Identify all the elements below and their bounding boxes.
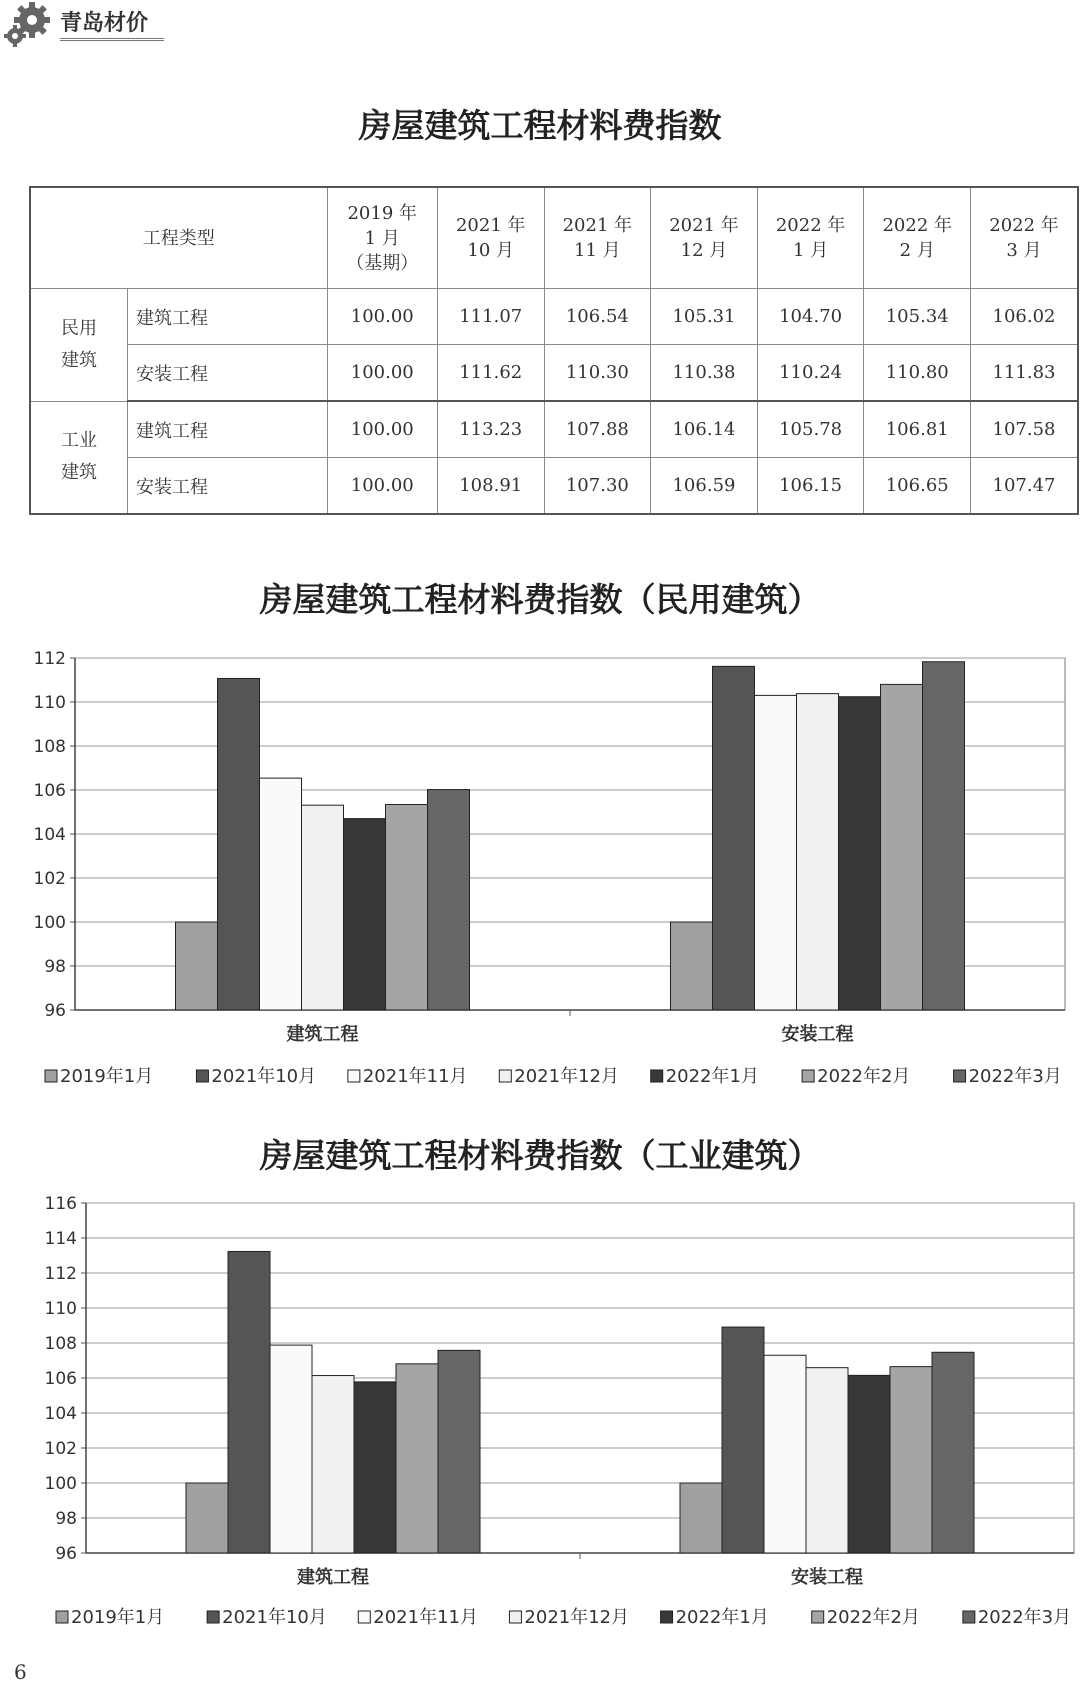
legend-swatch: [661, 1611, 673, 1623]
y-tick-label: 96: [44, 1001, 66, 1021]
table-cell: 110.38: [651, 345, 758, 402]
legend-label: 2021年10月: [211, 1066, 317, 1087]
table-cell: 110.80: [864, 345, 971, 402]
legend-swatch: [963, 1611, 975, 1623]
type-header: 工程类型: [30, 187, 327, 289]
group-label: 民用 建筑: [30, 289, 128, 402]
table-cell: 108.91: [437, 458, 544, 515]
table-cell: 100.00: [327, 289, 437, 345]
header-rule: [60, 38, 164, 41]
legend-swatch: [812, 1611, 824, 1623]
page-number: 6: [14, 1660, 27, 1684]
bar: [312, 1376, 354, 1553]
period-header: 2022 年 3 月: [971, 187, 1078, 289]
table-cell: 106.65: [864, 458, 971, 515]
table-cell: 111.62: [437, 345, 544, 402]
table-cell: 107.47: [971, 458, 1078, 515]
legend-label: 2021年11月: [373, 1607, 479, 1628]
chart-title-industrial: 房屋建筑工程材料费指数（工业建筑）: [259, 1136, 821, 1175]
gear-icon: [2, 2, 54, 48]
bar: [176, 922, 218, 1010]
y-tick-label: 104: [33, 825, 66, 845]
y-tick-label: 110: [44, 1299, 77, 1319]
y-tick-label: 106: [44, 1369, 77, 1389]
y-tick-label: 104: [44, 1404, 77, 1424]
y-tick-label: 112: [33, 649, 66, 669]
table-cell: 105.31: [651, 289, 758, 345]
table-cell: 106.54: [544, 289, 651, 345]
table-cell: 106.59: [651, 458, 758, 515]
bar: [396, 1364, 438, 1553]
legend-label: 2021年10月: [222, 1607, 327, 1628]
bar: [386, 805, 428, 1010]
legend-label: 2022年2月: [826, 1607, 920, 1628]
x-category-label: 安装工程: [791, 1567, 863, 1588]
table-row: [30, 401, 1078, 458]
table-cell: 107.88: [544, 401, 651, 458]
bar: [228, 1251, 270, 1553]
bar: [218, 678, 260, 1010]
legend-swatch: [196, 1070, 208, 1082]
table-cell: 100.00: [327, 401, 437, 458]
legend-swatch: [802, 1070, 814, 1082]
bar: [848, 1375, 890, 1553]
y-tick-label: 98: [55, 1509, 77, 1529]
page-header: [0, 0, 180, 50]
legend-swatch: [348, 1070, 360, 1082]
legend-label: 2021年12月: [524, 1607, 630, 1628]
bar: [932, 1352, 974, 1553]
table-cell: 100.00: [327, 458, 437, 515]
table-cell: 110.24: [757, 345, 864, 402]
y-tick-label: 96: [55, 1544, 77, 1564]
chart-title-civil: 房屋建筑工程材料费指数（民用建筑）: [259, 580, 821, 619]
table-row: [30, 345, 1078, 402]
bar: [428, 790, 470, 1010]
x-category-label: 安装工程: [781, 1024, 854, 1045]
table-cell: 105.78: [757, 401, 864, 458]
period-header: 2022 年 2 月: [864, 187, 971, 289]
legend-label: 2019年1月: [71, 1607, 165, 1628]
y-tick-label: 102: [44, 1439, 77, 1459]
legend-label: 2019年1月: [60, 1066, 154, 1087]
table-row: [30, 289, 1078, 345]
row-type: 建筑工程: [128, 401, 328, 458]
table-header-row: [30, 187, 1078, 289]
bar: [680, 1483, 722, 1553]
legend-swatch: [45, 1070, 57, 1082]
table-cell: 106.14: [651, 401, 758, 458]
y-tick-label: 116: [44, 1194, 77, 1214]
bar: [755, 695, 797, 1010]
y-tick-label: 112: [44, 1264, 77, 1284]
brand-title: 青岛材价: [60, 11, 149, 36]
y-tick-label: 110: [33, 693, 66, 713]
legend-label: 2022年1月: [675, 1607, 769, 1628]
table-cell: 113.23: [437, 401, 544, 458]
legend-label: 2022年2月: [817, 1066, 911, 1087]
bar: [713, 666, 755, 1010]
y-tick-label: 98: [44, 957, 66, 977]
y-tick-label: 102: [33, 869, 66, 889]
table-cell: 106.15: [757, 458, 864, 515]
bar: [186, 1483, 228, 1553]
period-header: 2021 年 12 月: [651, 187, 758, 289]
bar: [881, 684, 923, 1010]
bar: [270, 1345, 312, 1553]
table-cell: 111.83: [971, 345, 1078, 402]
table-cell: 110.30: [544, 345, 651, 402]
period-header: 2021 年 10 月: [437, 187, 544, 289]
legend-label: 2021年12月: [514, 1066, 620, 1087]
legend-swatch: [954, 1070, 966, 1082]
legend-label: 2022年3月: [977, 1607, 1072, 1628]
industrial-bar-chart: [0, 1183, 1080, 1643]
table-cell: 111.07: [437, 289, 544, 345]
y-tick-label: 106: [33, 781, 66, 801]
x-category-label: 建筑工程: [297, 1567, 369, 1588]
bar: [438, 1350, 480, 1553]
legend-label: 2022年3月: [968, 1066, 1062, 1087]
group-label: 工业 建筑: [30, 401, 128, 514]
legend-label: 2021年11月: [362, 1066, 468, 1087]
table-cell: 107.58: [971, 401, 1078, 458]
bar: [839, 697, 881, 1010]
bar: [923, 662, 965, 1010]
table-cell: 104.70: [757, 289, 864, 345]
legend-swatch: [207, 1611, 219, 1623]
legend-label: 2022年1月: [665, 1066, 759, 1087]
period-header: 2021 年 11 月: [544, 187, 651, 289]
table-row: [30, 458, 1078, 515]
y-tick-label: 100: [33, 913, 66, 933]
legend-swatch: [358, 1611, 370, 1623]
table-cell: 106.81: [864, 401, 971, 458]
table-cell: 105.34: [864, 289, 971, 345]
x-category-label: 建筑工程: [286, 1024, 359, 1045]
table-title: 房屋建筑工程材料费指数: [358, 106, 722, 145]
table-cell: 106.02: [971, 289, 1078, 345]
index-table: [29, 186, 1079, 515]
y-tick-label: 114: [44, 1229, 77, 1249]
bar: [302, 805, 344, 1010]
bar: [764, 1355, 806, 1553]
row-type: 建筑工程: [128, 289, 328, 345]
legend-swatch: [56, 1611, 68, 1623]
bar: [344, 819, 386, 1010]
y-tick-label: 108: [44, 1334, 77, 1354]
row-type: 安装工程: [128, 345, 328, 402]
bar: [260, 778, 302, 1010]
y-tick-label: 100: [44, 1474, 77, 1494]
legend-swatch: [651, 1070, 663, 1082]
y-tick-label: 108: [33, 737, 66, 757]
bar: [722, 1327, 764, 1553]
period-header: 2022 年 1 月: [757, 187, 864, 289]
bar: [354, 1382, 396, 1553]
legend-swatch: [499, 1070, 511, 1082]
civil-bar-chart: [0, 640, 1080, 1100]
table-cell: 107.30: [544, 458, 651, 515]
bar: [806, 1368, 848, 1553]
legend-swatch: [509, 1611, 521, 1623]
bar: [671, 922, 713, 1010]
row-type: 安装工程: [128, 458, 328, 515]
period-header: 2019 年 1 月 （基期）: [327, 187, 437, 289]
bar: [890, 1367, 932, 1553]
table-cell: 100.00: [327, 345, 437, 402]
bar: [797, 694, 839, 1010]
